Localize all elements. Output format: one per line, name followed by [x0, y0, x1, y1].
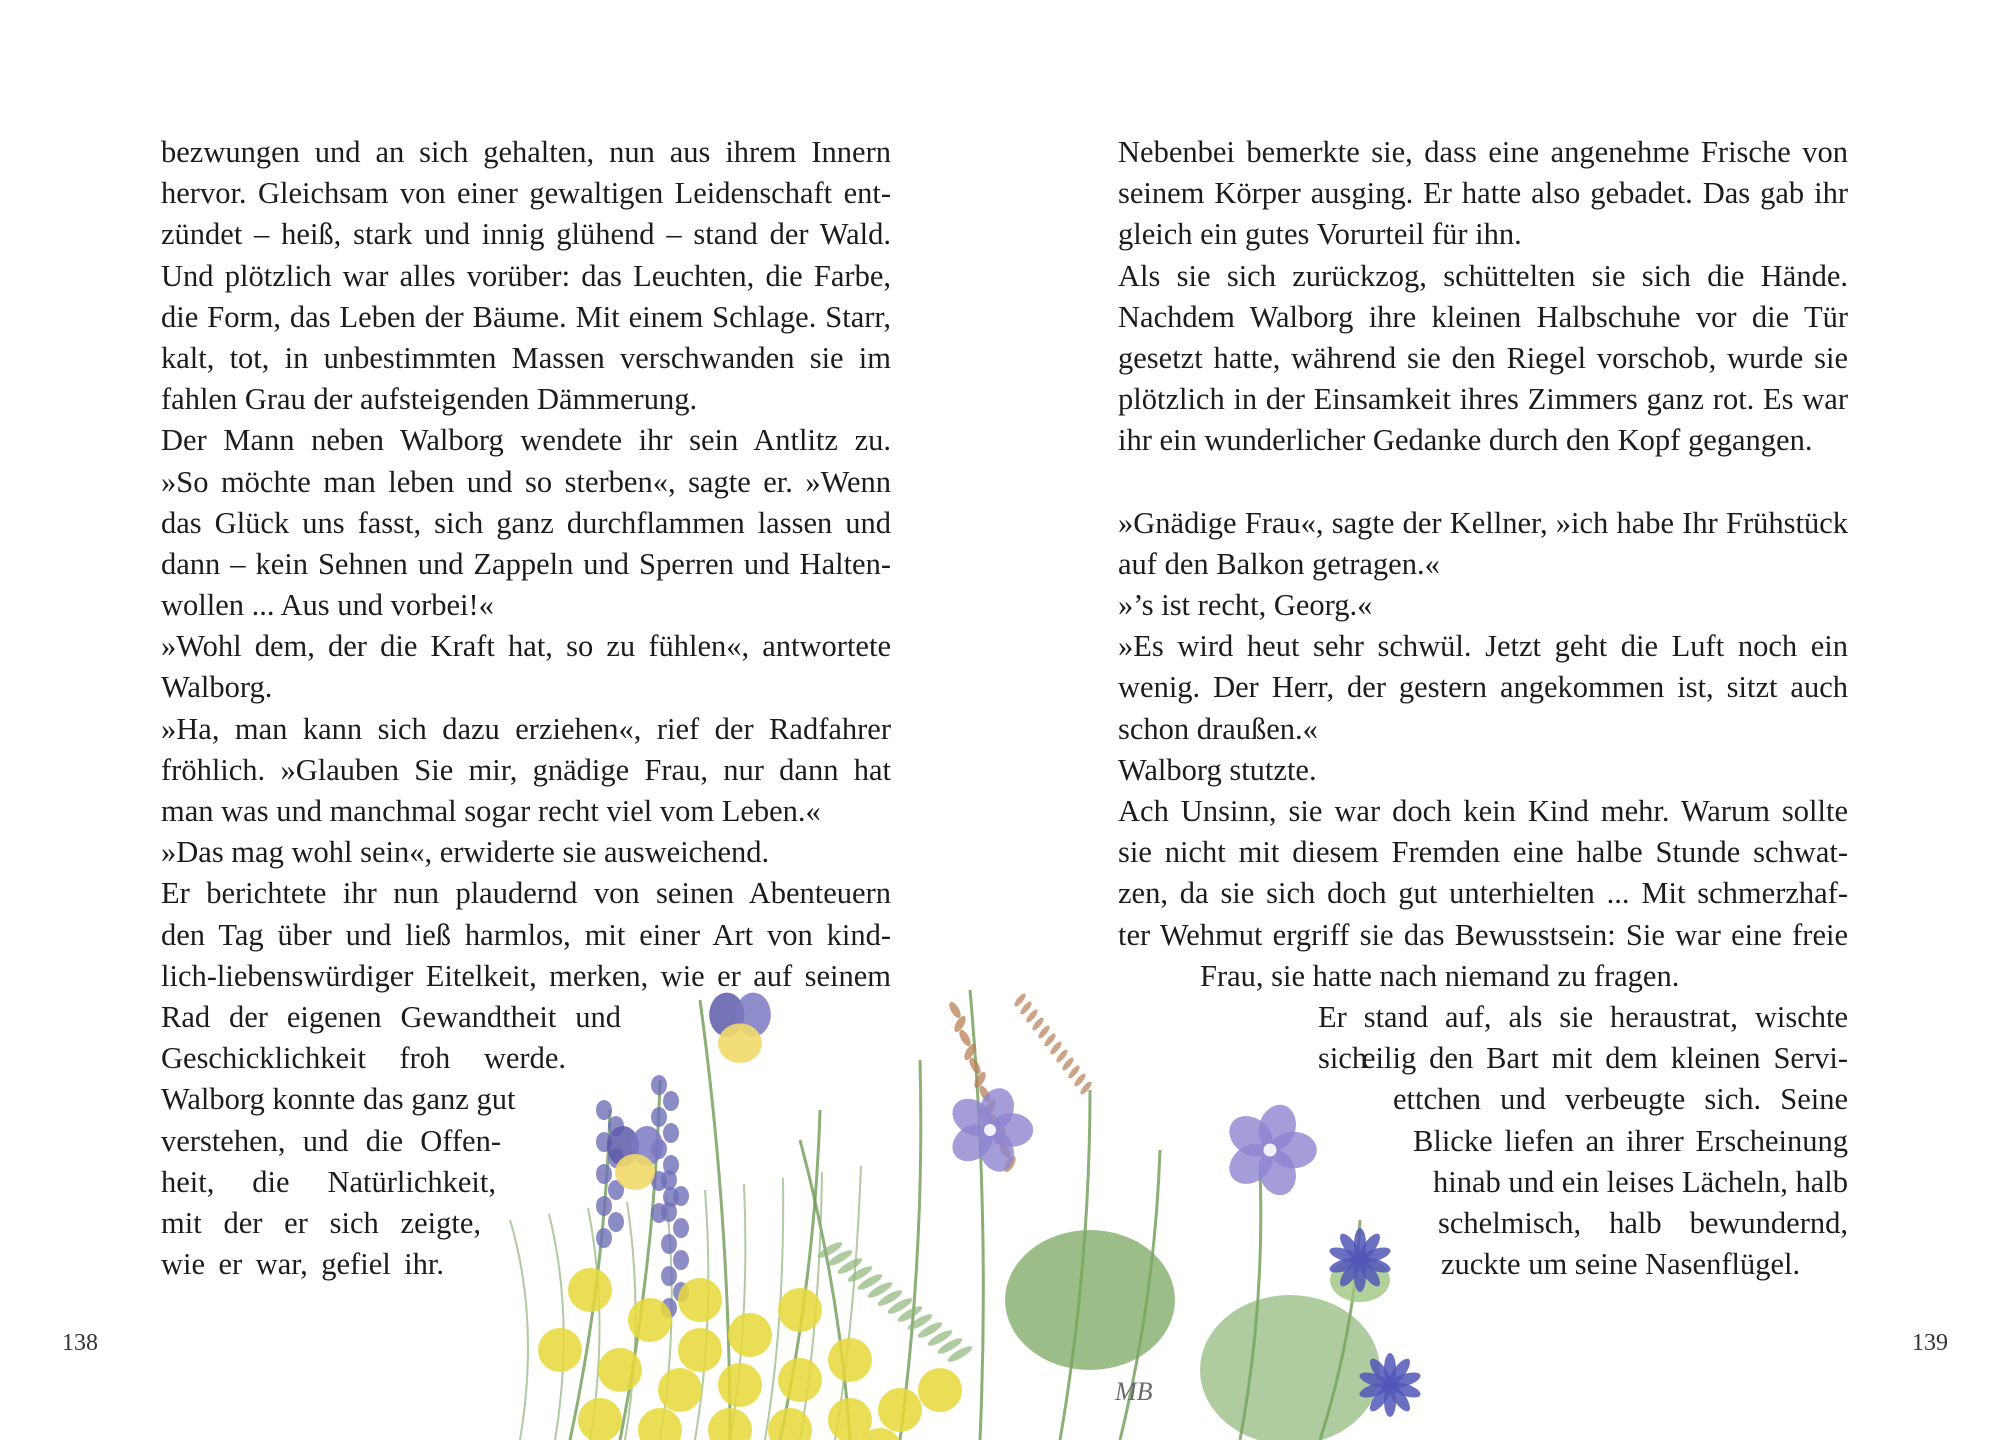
text-line: Er stand auf, als sie heraustrat, wischte sich — [1318, 999, 1848, 1076]
artist-signature: MB — [1115, 1377, 1153, 1406]
text-line: Walborg. — [161, 670, 273, 705]
text-line: »Gnädige Frau«, sagte der Kellner, »ich habe Ihr Frühstück — [1118, 505, 1848, 540]
text-line: Blicke liefen an ihrer Erscheinung — [1413, 1123, 1848, 1158]
mimosa-ball — [728, 1313, 772, 1357]
lavender-flower — [596, 1228, 612, 1248]
text-line: fahlen Grau der aufsteigenden Dämmerung. — [161, 382, 698, 417]
text-line: bezwungen und an sich gehalten, nun aus ihrem Innern — [161, 135, 891, 169]
mimosa-ball — [918, 1368, 962, 1412]
lavender-flower — [661, 1234, 677, 1254]
mimosa-ball — [778, 1358, 822, 1402]
text-line: Er berichtete ihr nun plaudernd von seinen Abenteuern — [161, 876, 891, 911]
mimosa-ball — [828, 1338, 872, 1382]
lavender-flower — [673, 1186, 689, 1206]
lavender-flower — [663, 1091, 679, 1111]
text-line: gesetzt hatte, während sie den Riegel vorschob, wurde sie — [1118, 340, 1848, 375]
violet-center — [1264, 1144, 1277, 1157]
lavender-flower — [673, 1218, 689, 1238]
text-line: »Ha, man kann sich dazu erziehen«, rief der Radfahrer — [161, 711, 891, 746]
text-line: lich-liebenswürdiger Eitelkeit, merken, wie er auf seinem — [161, 958, 891, 993]
lavender-flower — [673, 1250, 689, 1270]
text-line: zen, da sie sich doch gut unterhielten ... Mit schmerzhaf- — [1118, 876, 1848, 911]
text-line: verstehen, und die Offen- — [161, 1123, 501, 1158]
text-line: wenig. Der Herr, der gestern angekommen ist, sitzt auch — [1118, 670, 1848, 705]
grass-seed — [957, 1028, 973, 1048]
mimosa-ball — [678, 1278, 722, 1322]
text-line: Nebenbei bemerkte sie, dass eine angenehme Frische von — [1118, 135, 1848, 169]
lavender-flower — [596, 1164, 612, 1184]
lavender-flower — [663, 1123, 679, 1143]
mimosa-ball — [678, 1328, 722, 1372]
text-line: schelmisch, halb bewundernd, — [1438, 1205, 1848, 1240]
mimosa-ball — [658, 1368, 702, 1412]
page-number-left: 138 — [62, 1330, 98, 1356]
text-line: kalt, tot, in unbestimmten Massen verschwanden sie im — [161, 340, 891, 375]
flower-stem — [970, 990, 983, 1440]
text-line: hinab und ein leises Lächeln, halb — [1433, 1164, 1849, 1199]
text-line: »So möchte man leben und so sterben«, sagte er. »Wenn — [161, 464, 891, 499]
lavender-flower — [608, 1212, 624, 1232]
text-line: schon draußen.« — [1118, 711, 1318, 746]
text-line: ihr ein wunderlicher Gedanke durch den Kopf gegangen. — [1118, 423, 1813, 458]
text-line: Der Mann neben Walborg wendete ihr sein Antlitz zu. — [161, 423, 891, 458]
lavender-flower — [661, 1170, 677, 1190]
heart-leaf — [1005, 1230, 1175, 1370]
text-line: wollen ... Aus und vorbei!« — [161, 588, 494, 623]
text-line: Rad der eigenen Gewandtheit und — [161, 999, 621, 1034]
mimosa-ball — [568, 1268, 612, 1312]
text-line: heit, die Natürlichkeit, — [161, 1164, 496, 1199]
text-line: ettchen und verbeugte sich. Seine — [1393, 1082, 1848, 1117]
grass-blade — [549, 1214, 564, 1440]
text-line: Frau, sie hatte nach niemand zu fragen. — [1200, 958, 1680, 993]
mimosa-ball — [708, 1408, 752, 1440]
text-line: plötzlich in der Einsamkeit ihres Zimmers ganz rot. Es war — [1118, 382, 1848, 417]
text-line: seinem Körper ausging. Er hatte also gebadet. Das gab ihr — [1118, 176, 1848, 211]
text-line: Und plötzlich war alles vorüber: das Leuchten, die Farbe, — [161, 258, 891, 293]
grass-blade — [510, 1220, 528, 1440]
lavender-flower — [596, 1100, 612, 1120]
text-line: gleich ein gutes Vorurteil für ihn. — [1118, 217, 1522, 252]
text-line: zündet – heiß, stark und innig glühend – stand der Wald. — [161, 217, 891, 252]
paragraph-gap — [1118, 462, 1848, 503]
mimosa-ball — [538, 1328, 582, 1372]
page-number-right: 139 — [1912, 1330, 1948, 1356]
text-line: eilig den Bart mit dem kleinen Servi- — [1362, 1041, 1848, 1076]
text-line: man was und manchmal sogar recht viel vom Leben.« — [161, 794, 821, 828]
text-line: hervor. Gleichsam von einer gewaltigen Leidenschaft ent- — [161, 176, 891, 211]
lavender-flower — [651, 1075, 667, 1095]
mimosa-ball — [718, 1363, 762, 1407]
mimosa-ball — [598, 1348, 642, 1392]
text-line: »Es wird heut sehr schwül. Jetzt geht die Luft noch ein — [1118, 629, 1848, 664]
text-line: Geschicklichkeit froh werde. — [161, 1041, 566, 1076]
text-line: den Tag über und ließ harmlos, mit einer Art von kind- — [161, 917, 891, 952]
mimosa-ball — [778, 1288, 822, 1332]
grass-seed — [947, 1000, 963, 1020]
pansy-petal — [718, 1023, 762, 1063]
mimosa-ball — [768, 1408, 812, 1440]
pansy-petal — [615, 1154, 655, 1190]
lavender-flower — [661, 1202, 677, 1222]
text-line: fröhlich. »Glauben Sie mir, gnädige Frau, nur dann hat — [161, 752, 891, 787]
wildflower-illustration — [500, 990, 1510, 1440]
violet-center — [984, 1124, 996, 1136]
text-line: zuckte um seine Nasenflügel. — [1441, 1247, 1801, 1282]
lavender-flower — [651, 1107, 667, 1127]
text-line: das Glück uns fasst, sich ganz durchflammen lassen und — [161, 505, 891, 540]
text-line: mit der er sich zeigte, — [161, 1205, 481, 1240]
text-line: Ach Unsinn, sie war doch kein Kind mehr. Warum sollte — [1118, 794, 1848, 828]
lavender-flower — [596, 1196, 612, 1216]
mimosa-ball — [638, 1408, 682, 1440]
text-line: wie er war, gefiel ihr. — [161, 1247, 444, 1282]
flower-stem — [900, 1060, 921, 1440]
text-line: Walborg stutzte. — [1118, 752, 1317, 787]
text-line: auf den Balkon getragen.« — [1118, 546, 1440, 581]
text-line: ter Wehmut ergriff sie das Bewusstsein: Sie war eine freie — [1118, 917, 1848, 952]
heart-leaf — [1200, 1295, 1380, 1440]
mimosa-ball — [878, 1388, 922, 1432]
text-line: Als sie sich zurückzog, schüttelten sie sich die Hände. — [1118, 258, 1848, 293]
text-line: die Form, das Leben der Bäume. Mit einem Schlage. Starr, — [161, 299, 891, 334]
text-line: Nachdem Walborg ihre kleinen Halbschuhe vor die Tür — [1118, 299, 1848, 334]
text-line: »Das mag wohl sein«, erwiderte sie ausweichend. — [161, 835, 770, 870]
mimosa-ball — [578, 1398, 622, 1440]
text-line: »’s ist recht, Georg.« — [1118, 588, 1373, 623]
mimosa-ball — [628, 1298, 672, 1342]
lavender-flower — [661, 1266, 677, 1286]
text-line: »Wohl dem, der die Kraft hat, so zu fühlen«, antwortete — [161, 629, 891, 664]
text-line: sie nicht mit diesem Fremden eine halbe Stunde schwat- — [1118, 835, 1848, 870]
text-line: Walborg konnte das ganz gut — [161, 1082, 516, 1117]
text-line: dann – kein Sehnen und Zappeln und Sperren und Halten- — [161, 546, 891, 581]
